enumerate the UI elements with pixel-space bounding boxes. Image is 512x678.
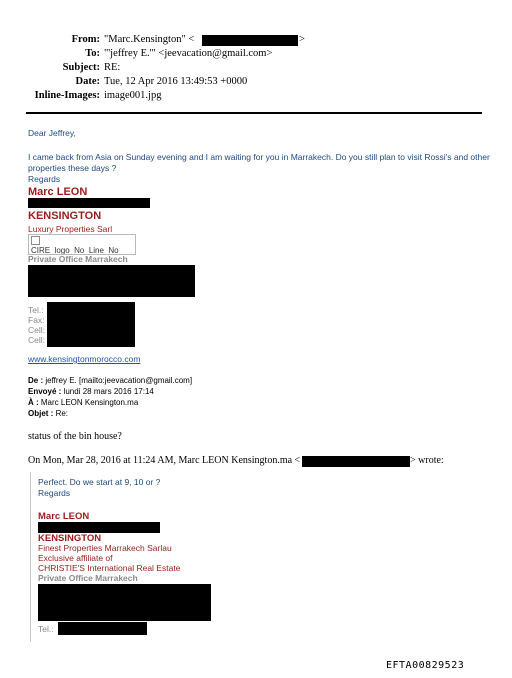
quoted-office: Private Office Marrakech [38, 573, 138, 583]
forward-objet [28, 409, 68, 418]
date-label: Date: [75, 76, 100, 87]
website-link[interactable]: www.kensingtonmorocco.com [28, 354, 141, 364]
to-label: To: [85, 48, 100, 59]
header-divider [26, 112, 482, 114]
quoted-line-2: Exclusive affiliate of [38, 553, 113, 563]
forward-a [28, 398, 138, 407]
message-line-1: I came back from Asia on Sunday evening and I am waiting for you in Marrakech. Do you still plan to visit Rossi's and other [28, 152, 490, 162]
redaction-from-email [202, 35, 298, 46]
redaction-quoted-address [38, 584, 211, 621]
forward-envoye-label: Envoyé : [28, 387, 62, 396]
forward-objet-value: Re: [53, 409, 69, 418]
quoted-message: Perfect. Do we start at 9, 10 or ? [38, 477, 161, 487]
broken-image-icon [31, 236, 40, 245]
signature-tagline: Luxury Properties Sarl [28, 224, 113, 234]
document-id: EFTA00829523 [386, 660, 465, 671]
cell-label-2: Cell: [28, 335, 46, 345]
status-line: status of the bin house? [28, 431, 122, 442]
inline-images-value: image001.jpg [104, 90, 162, 101]
from-close: > [299, 34, 305, 45]
forward-objet-label: Objet : [28, 409, 54, 418]
on-wrote-suffix: > wrote: [410, 455, 444, 466]
quoted-tel-label: Tel.: [38, 624, 54, 634]
redaction-reply-email [302, 456, 410, 467]
quoted-company: KENSINGTON [38, 533, 102, 544]
tel-label: Tel.: [28, 305, 44, 315]
greeting: Dear Jeffrey, [28, 128, 76, 138]
date-value: Tue, 12 Apr 2016 13:49:53 +0000 [104, 76, 248, 87]
cire-logo-image [28, 234, 136, 255]
logo-alt-line-1: CIRE_logo_No_Line_No_ [31, 246, 124, 255]
regards: Regards [28, 174, 61, 184]
inline-images-label: Inline-Images: [34, 90, 100, 101]
message-line-2: properties these days ? [28, 163, 117, 173]
forward-de-value: jeffrey E. [mailto:jeevacation@gmail.com] [43, 376, 193, 385]
forward-de [28, 376, 192, 385]
on-wrote-prefix: On Mon, Mar 28, 2016 at 11:24 AM, Marc LEON Kensington.ma < [28, 455, 301, 466]
redaction-phone-numbers [47, 302, 135, 347]
quoted-signature-name: Marc LEON [38, 511, 90, 522]
forward-a-label: À : [28, 398, 39, 407]
quoted-line-1: Finest Properties Marrakech Sarlau [38, 543, 172, 553]
forward-a-value: Marc LEON Kensington.ma [38, 398, 139, 407]
subject-value: RE: [104, 62, 121, 73]
redaction-address [28, 265, 195, 297]
quote-bar [30, 472, 31, 642]
redaction-signature-title [28, 198, 150, 208]
signature-company: KENSINGTON [28, 210, 102, 222]
quoted-regards: Regards [38, 488, 71, 498]
subject-label: Subject: [62, 62, 100, 73]
fax-label: Fax: [28, 315, 45, 325]
forward-envoye [28, 387, 154, 396]
redaction-quoted-phone [58, 622, 147, 635]
forward-envoye-value: lundi 28 mars 2016 17:14 [61, 387, 154, 396]
forward-de-label: De : [28, 376, 44, 385]
quoted-line-3: CHRISTIE'S International Real Estate [38, 563, 181, 573]
cell-label-1: Cell: [28, 325, 46, 335]
signature-name: Marc LEON [28, 186, 88, 198]
redaction-quoted-title [38, 522, 160, 533]
from-label: From: [71, 34, 100, 45]
from-value: "Marc.Kensington" < [104, 34, 195, 45]
signature-office: Private Office Marrakech [28, 254, 128, 264]
to-value: "'jeffrey E.'" <jeevacation@gmail.com> [104, 48, 273, 59]
